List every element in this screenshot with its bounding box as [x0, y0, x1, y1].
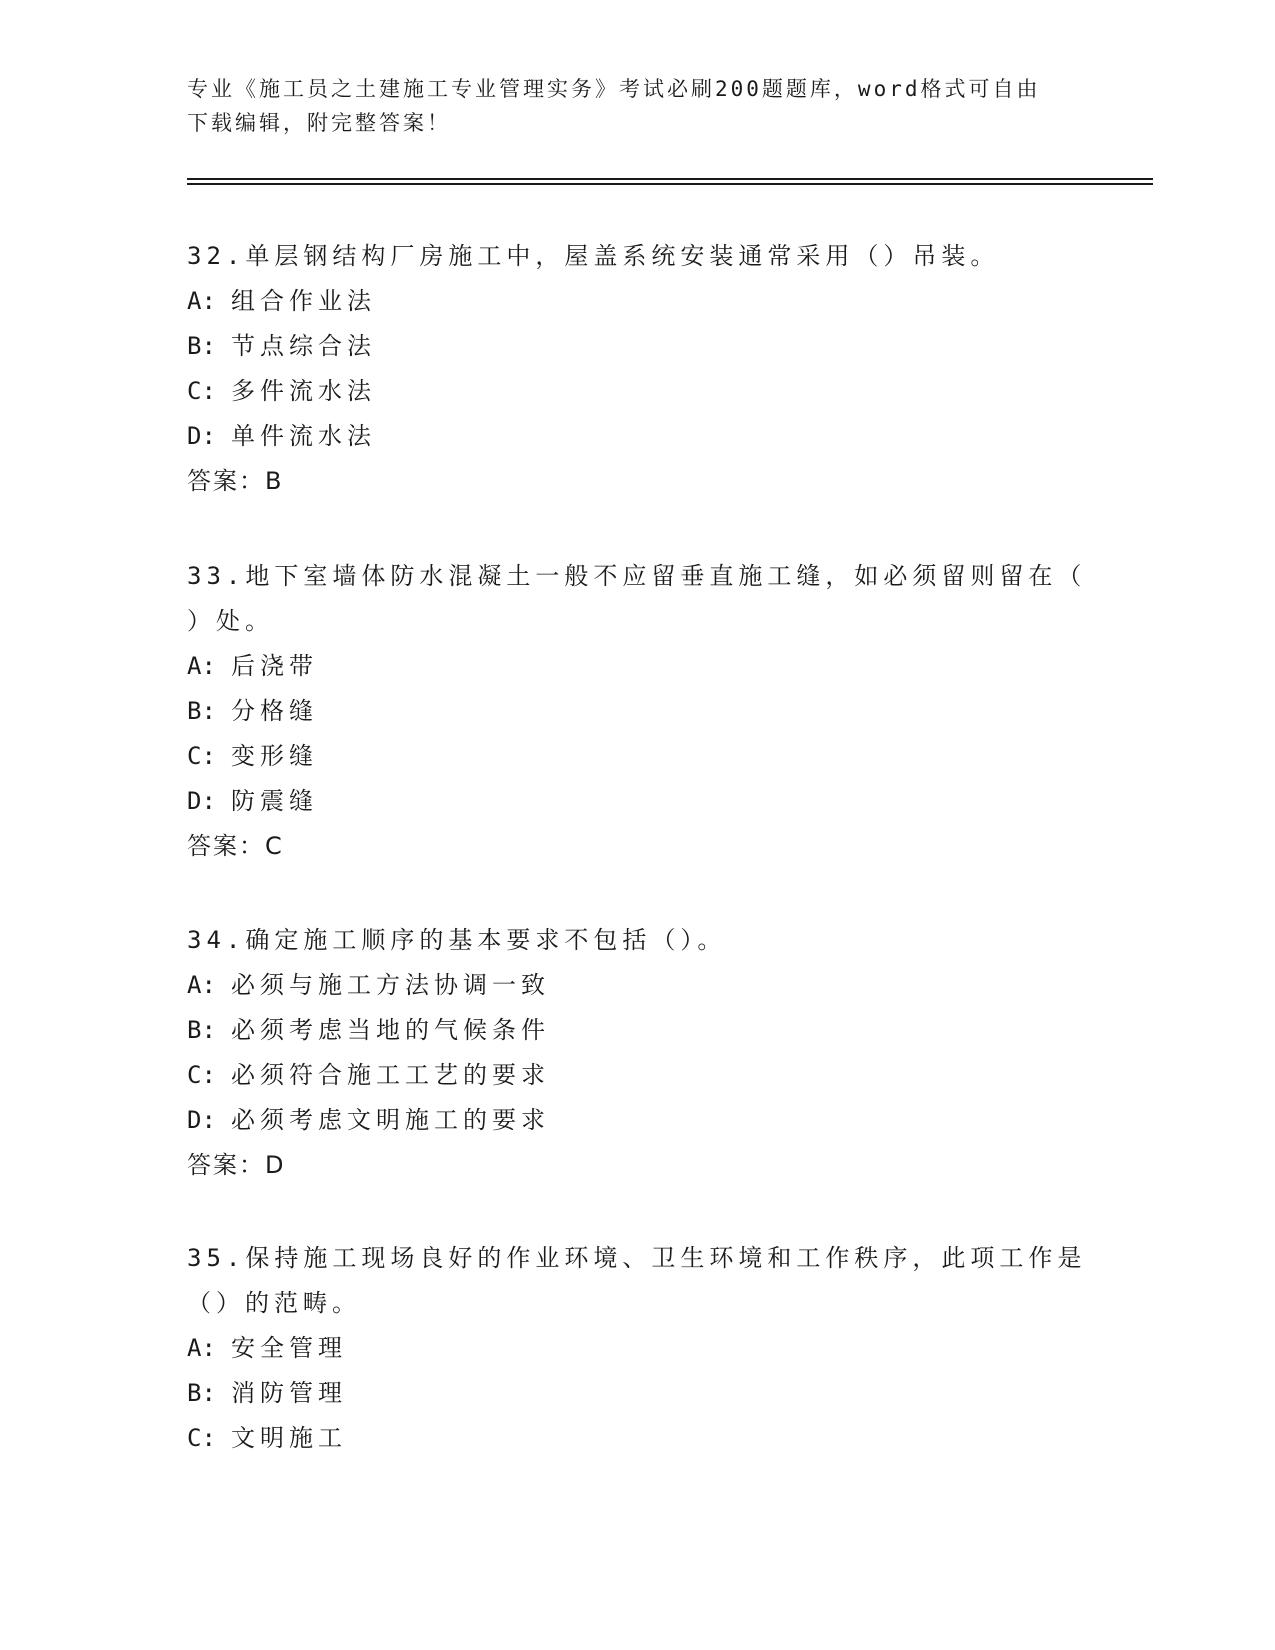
option-a: [187, 279, 1087, 324]
header-divider-top: [187, 178, 1153, 180]
option-letter: D:: [187, 422, 216, 450]
header-line-2: 下载编辑，附完整答案！: [187, 111, 451, 135]
question-stem-continued: ）处。: [187, 607, 274, 635]
option-text: 分格缝: [231, 697, 318, 725]
option-c: [187, 369, 1087, 414]
option-text: 安全管理: [231, 1334, 347, 1362]
option-text: 单件流水法: [231, 422, 376, 450]
option-letter: A:: [187, 652, 216, 680]
option-d: [187, 779, 1087, 824]
option-b: [187, 1008, 1087, 1053]
option-letter: B:: [187, 332, 216, 360]
option-text: 防震缝: [231, 787, 318, 815]
option-c: [187, 1416, 1087, 1461]
option-text: 后浇带: [231, 652, 318, 680]
option-letter: C:: [187, 1424, 216, 1452]
header-divider-bottom: [187, 183, 1153, 185]
question-32: [187, 234, 1087, 504]
answer-label: 答案：C: [187, 832, 284, 860]
question-34: [187, 918, 1087, 1188]
option-b: [187, 689, 1087, 734]
option-letter: C:: [187, 1061, 216, 1089]
option-text: 节点综合法: [231, 332, 376, 360]
option-d: [187, 1098, 1087, 1143]
option-c: [187, 734, 1087, 779]
option-b: [187, 324, 1087, 369]
question-35: [187, 1236, 1087, 1461]
option-letter: D:: [187, 1106, 216, 1134]
option-text: 必须符合施工工艺的要求: [231, 1061, 550, 1089]
option-letter: D:: [187, 787, 216, 815]
option-text: 必须考虑文明施工的要求: [231, 1106, 550, 1134]
option-letter: B:: [187, 1016, 216, 1044]
option-c: [187, 1053, 1087, 1098]
option-a: [187, 1326, 1087, 1371]
option-letter: B:: [187, 697, 216, 725]
option-text: 变形缝: [231, 742, 318, 770]
option-b: [187, 1371, 1087, 1416]
question-stem-continued: （）的范畴。: [187, 1289, 361, 1317]
option-letter: A:: [187, 971, 216, 999]
option-d: [187, 414, 1087, 459]
option-text: 消防管理: [231, 1379, 347, 1407]
header-line-1: 专业《施工员之土建施工专业管理实务》考试必刷200题题库，word格式可自由: [187, 77, 1041, 101]
option-text: 组合作业法: [231, 287, 376, 315]
question-33: [187, 554, 1087, 869]
question-stem: 32.单层钢结构厂房施工中，屋盖系统安装通常采用（）吊装。: [187, 242, 1000, 270]
option-a: [187, 644, 1087, 689]
question-stem: 33.地下室墙体防水混凝土一般不应留垂直施工缝，如必须留则留在（: [187, 562, 1087, 590]
document-header: [187, 72, 1087, 140]
question-stem: 35.保持施工现场良好的作业环境、卫生环境和工作秩序，此项工作是: [187, 1244, 1087, 1272]
option-letter: A:: [187, 1334, 216, 1362]
answer-label: 答案：D: [187, 1151, 286, 1179]
option-letter: C:: [187, 742, 216, 770]
option-text: 多件流水法: [231, 377, 376, 405]
option-letter: A:: [187, 287, 216, 315]
option-letter: C:: [187, 377, 216, 405]
option-a: [187, 963, 1087, 1008]
option-text: 文明施工: [231, 1424, 347, 1452]
option-text: 必须考虑当地的气候条件: [231, 1016, 550, 1044]
answer-label: 答案：B: [187, 467, 284, 495]
question-stem: 34.确定施工顺序的基本要求不包括（）。: [187, 926, 727, 954]
option-letter: B:: [187, 1379, 216, 1407]
option-text: 必须与施工方法协调一致: [231, 971, 550, 999]
